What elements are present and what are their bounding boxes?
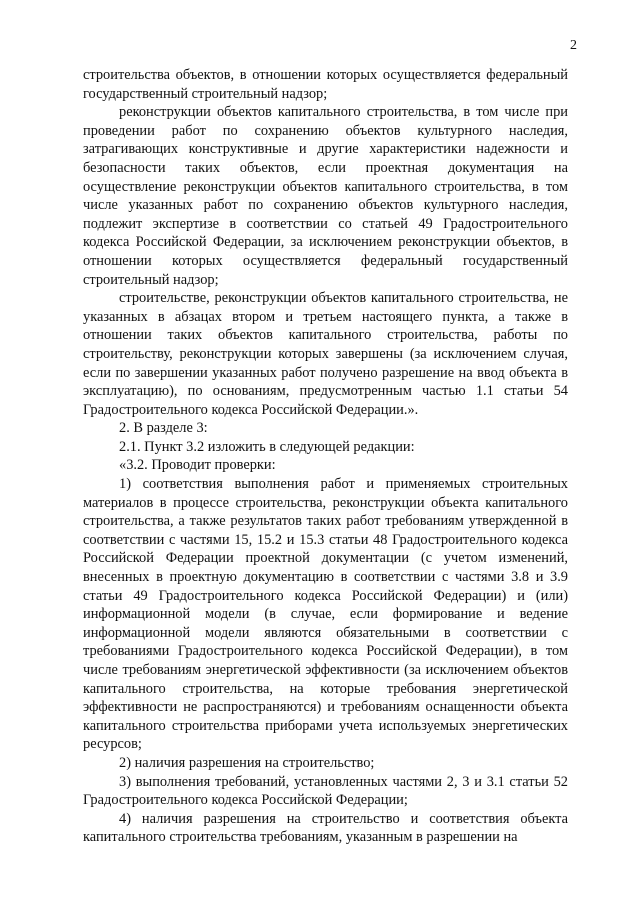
paragraph-section-3: 2. В разделе 3: <box>119 420 208 437</box>
paragraph-continuation: строительства объектов, в отношении которых осуществляется федеральный государственный строительный надзор; <box>83 67 568 102</box>
list-item-4: 4) наличия разрешения на строительство и соответствия объекта капитального строительства требованиям, указанным в разрешении на <box>83 810 568 846</box>
list-item-1: 1) соответствия выполнения работ и применяемых строительных материалов в процессе строительства, реконструкции объекта капитального строительства, а также результатов таких работ требованиям утвержденной в соответствии с частями 15, 15.2 и 15.3 статьи 48 Градостроительного кодекса Российской Федерации проектной документации (с учетом изменений, внесенных в проектную документацию в соответствии с частями 3.8 и 3.9 статьи 49 Градостроительного кодекса Российской Федерации) и (или) информационной модели (в случае, если формирование и ведение информационной модели являются обязательными в соответствии с требованиями Градостроительного кодекса Российской Федерации), в том числе требованиям энергетической эффективности (за исключением объектов капитального строительства, на которые требования энергетической эффективности не распространяются) и требованиям оснащенности объекта капитального строительства приборами учета используемых энергетических ресурсов; <box>83 476 568 753</box>
paragraph-item-2-1: 2.1. Пункт 3.2 изложить в следующей редакции: <box>119 438 415 455</box>
list-item-3: 3) выполнения требований, установленных частями 2, 3 и 3.1 статьи 52 Градостроительного кодекса Российской Федерации; <box>83 773 568 809</box>
document-body <box>83 66 568 847</box>
paragraph-construction: строительстве, реконструкции объектов капитального строительства, не указанных в абзацах втором и третьем настоящего пункта, а также в отношении таких объектов капитального строительства, работы по строительству, реконструкции которых завершены (за исключением случая, если по завершении указанных работ получено разрешение на ввод объекта в эксплуатацию), по основаниям, предусмотренным частью 1.1 статьи 54 Градостроительного кодекса Российской Федерации.». <box>83 290 568 418</box>
paragraph-reconstruction: реконструкции объектов капитального строительства, в том числе при проведении работ по сохранению объектов культурного наследия, затрагивающих конструктивные и другие характеристики надежности и безопасности таких объектов, если проектная документация на осуществление реконструкции объектов капитального строительства, в том числе указанных работ по сохранению объектов культурного наследия, подлежит экспертизе в соответствии со статьей 49 Градостроительного кодекса Российской Федерации, за исключением реконструкции объектов, в отношении которых осуществляется федеральный государственный строительный надзор; <box>83 104 568 288</box>
list-item-2: 2) наличия разрешения на строительство; <box>119 754 375 771</box>
page-number: 2 <box>570 38 577 53</box>
paragraph-item-3-2: «3.2. Проводит проверки: <box>119 457 276 474</box>
